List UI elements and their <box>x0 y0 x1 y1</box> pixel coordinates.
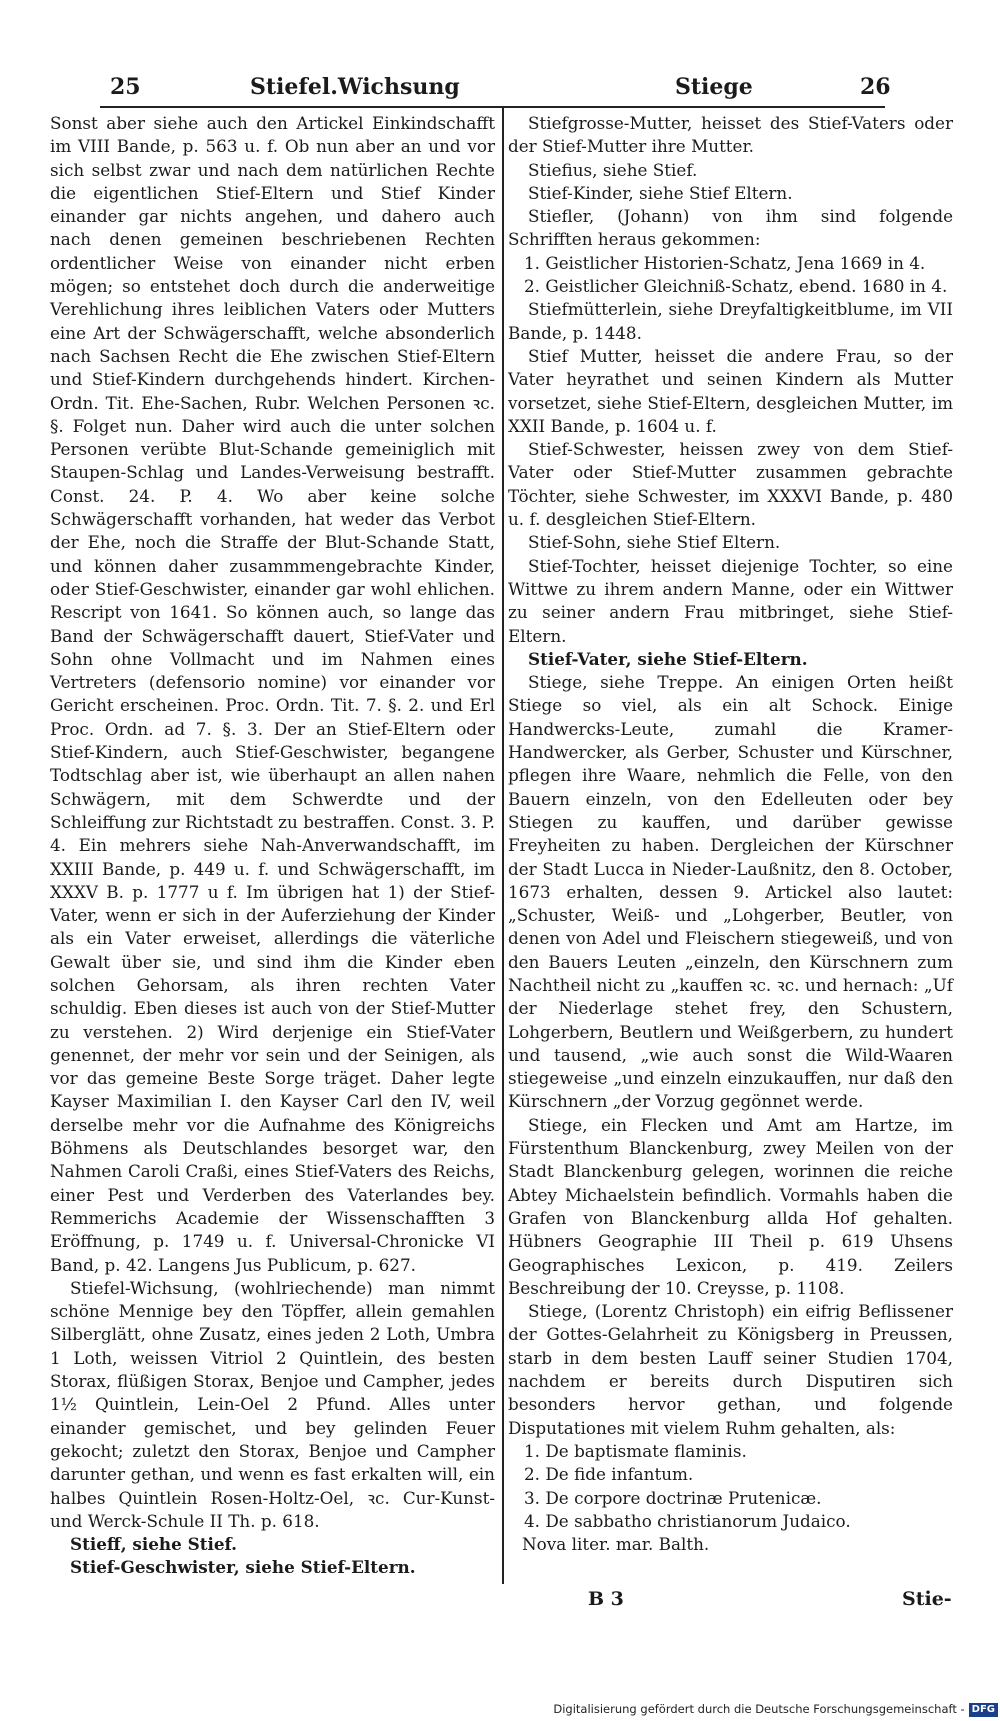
text-paragraph: Stiefmütterlein, siehe Dreyfaltigkeitblume, im VII Bande, p. 1448. <box>508 299 953 343</box>
text-paragraph: Sonst aber siehe auch den Artickel Einkindschafft im VIII Bande, p. 563 u. f. Ob nun aber an und vor sich selbst zwar und nach dem natürlichen Rechte die eigentlichen Stief-Eltern und Stief Kinder einander gar nichts angehen, und dahero auch nach denen gemeinen beschriebenen Rechten ordentlicher Weise von einander nicht erben mögen; so entstehet doch durch die anderweitige Verehlichung ihres leiblichen Vaters oder Mutters eine Art der Schwägerschafft, welche absonderlich nach Sachsen Recht die Ehe zwischen Stief-Eltern und Stief-Kindern durchgehends hindert. Kirchen-Ordn. Tit. Ehe-Sachen, Rubr. Welchen Personen ꝛc. §. Folget nun. Daher wird auch die unter solchen Personen verübte Blut-Schande gemeiniglich mit Staupen-Schlag und Landes-Verweisung bestrafft. Const. 24. P. 4. Wo aber keine solche Schwägerschafft vorhanden, hat weder das Verbot der Ehe, noch die Straffe der Blut-Schande Statt, und können daher zusammmengebrachte Kinder, oder Stief-Geschwister, einander gar wohl ehlichen. Rescript von 1641. So können auch, so lange das Band der Schwägerschafft dauert, Stief-Vater und Sohn ohne Vollmacht und im Nahmen eines Vertreters (defensorio nomine) vor einander vor Gericht erscheinen. Proc. Ordn. Tit. 7. §. 2. und Erl Proc. Ordn. ad 7. §. 3. Der an Stief-Eltern oder Stief-Kindern, auch Stief-Geschwister, begangene Todtschlag aber ist, wie überhaupt an allen nahen Schwägern, mit dem Schwerdte und der Schleiffung zur Richtstadt zu bestraffen. Const. 3. P. 4. Ein mehrers siehe Nah-Anverwandschafft, im XXIII Bande, p. 449 u. f. und Schwägerschafft, im XXXV B. p. 1777 u f. Im übrigen hat 1) der Stief-Vater, wenn er sich in der Auferziehung der Kinder als ein Vater erweiset, allerdings die väterliche Gewalt über sie, und sind ihm die Kinder eben solchen Gehorsam, als ihren rechten Vater schuldig. Eben dieses ist auch von der Stief-Mutter zu verstehen. 2) Wird derjenige ein Stief-Vater genennet, der mehr vor sein und der Seinigen, als vor das gemeine Beste Sorge träget. Daher legte Kayser Maximilian I. den Kayser Carl den IV, weil derselbe mehr vor die Aufnahme des Königreichs Böhmens als Deutschlandes besorget war, den Nahmen Caroli Craßi, eines Stief-Vaters des Reichs, einer Pest und Verderben des Vaterlandes bey. Remmerichs Academie der Wissenschafften 3 Eröffnung, p. 1749 u. f. Universal-Chronicke VI Band, p. 42. Langens Jus Publicum, p. 627. <box>50 113 495 1275</box>
text-paragraph: 1. De baptismate flaminis. <box>524 1440 747 1461</box>
text-paragraph: Stiege, ein Flecken und Amt am Hartze, im Fürstenthum Blanckenburg, zwey Meilen von der Stadt Blanckenburg gelegen, worinnen die reiche Abtey Michaelstein befindlich. Vormahls haben die Grafen von Blanckenburg allda Hof gehalten. Hübners Geographie III Theil p. 619 Uhsens Geographisches Lexicon, p. 419. Zeilers Beschreibung der 10. Creysse, p. 1108. <box>508 1114 953 1298</box>
text-paragraph: Nova liter. mar. Balth. <box>522 1534 710 1555</box>
text-paragraph: Stief-Kinder, siehe Stief Eltern. <box>528 182 793 203</box>
dfg-logo: DFG <box>969 1703 998 1717</box>
text-paragraph: 2. De fide infantum. <box>524 1464 694 1485</box>
header-rule <box>100 106 885 108</box>
text-paragraph: Stief-Vater, siehe Stief-Eltern. <box>528 648 808 669</box>
catchword: Stie- <box>902 1588 952 1610</box>
text-paragraph: Stiefel-Wichsung, (wohlriechende) man nimmt schöne Mennige bey den Töpffer, allein gemahlen Silberglätt, ohne Zusatz, eines jeden 2 Loth, Umbra 1 Loth, weissen Vitriol 2 Quintlein, des besten Storax, flüßigen Storax, Benjoe und Campher, jedes 1½ Quintlein, Lein-Oel 2 Pfund. Alles unter einander gemischet, und bey gelinden Feuer gekocht; zuletzt den Storax, Benjoe und Campher darunter gethan, und wenn es fast erkalten will, ein halbes Quintlein Rosen-Holtz-Oel, ꝛc. Cur-Kunst- und Werck-Schule II Th. p. 618. <box>50 1277 495 1531</box>
running-head-left: Stiefel.Wichsung <box>250 74 460 100</box>
text-paragraph: Stief-Sohn, siehe Stief Eltern. <box>528 532 781 553</box>
right-column <box>508 112 953 1556</box>
text-paragraph: Stief-Schwester, heissen zwey von dem Stief-Vater oder Stief-Mutter zusammen gebrachte Töchter, siehe Schwester, im XXXVI Bande, p. 480 u. f. desgleichen Stief-Eltern. <box>508 439 953 530</box>
text-paragraph: Stiege, siehe Treppe. An einigen Orten heißt Stiege so viel, als ein alt Schock. Einige Handwercks-Leute, zumahl die Kramer-Handwercker, als Gerber, Schuster und Kürschner, pflegen ihre Waare, nehmlich die Felle, von den Bauern einzeln, von den Edelleuten oder bey Stiegen zu kauffen, und darüber gewisse Freyheiten zu haben. Dergleichen der Kürschner der Stadt Lucca in Nieder-Laußnitz, den 8. October, 1673 erhalten, dessen 9. Artickel also lautet: „Schuster, Weiß- und „Lohgerber, Beutler, von denen von Adel und Fleischern stiegeweiß, und von den Bauers Leuten „einzeln, den Kürschnern zum Nachtheil nicht zu „kauffen ꝛc. ꝛc. und hernach: „Uf der Niederlage stehet frey, den Schustern, Lohgerbern, Beutlern und Weißgerbern, zu hundert und tausend, „wie auch sonst die Wild-Waaren stiegeweise „und einzeln einzukauffen, nur daß den Kürschnern „der Vorzug gegönnet werde. <box>508 672 953 1112</box>
page-number-right: 26 <box>860 74 891 100</box>
text-paragraph: Stief-Geschwister, siehe Stief-Eltern. <box>70 1557 416 1578</box>
text-paragraph: 2. Geistlicher Gleichniß-Schatz, ebend. 1680 in 4. <box>524 276 948 297</box>
text-paragraph: Stiefgrosse-Mutter, heisset des Stief-Vaters oder der Stief-Mutter ihre Mutter. <box>508 113 953 157</box>
text-paragraph: Stiege, (Lorentz Christoph) ein eifrig Beflissener der Gottes-Gelahrheit zu Königsberg in Preussen, starb in dem besten Lauff seiner Studien 1704, nachdem er bereits durch Disputiren sich besonders hervor gethan, und folgende Disputationes mit vielem Ruhm gehalten, als: <box>508 1301 953 1438</box>
page-number-left: 25 <box>110 74 141 100</box>
text-paragraph: Stiefius, siehe Stief. <box>528 159 698 180</box>
text-paragraph: Stief Mutter, heisset die andere Frau, so der Vater heyrathet und seinen Kindern als Mutter vorsetzet, siehe Stief-Eltern, desgleichen Mutter, im XXII Bande, p. 1604 u. f. <box>508 345 953 436</box>
text-paragraph: 1. Geistlicher Historien-Schatz, Jena 1669 in 4. <box>524 252 926 273</box>
text-paragraph: 3. De corpore doctrinæ Prutenicæ. <box>524 1487 822 1508</box>
digitization-credit-text: Digitalisierung gefördert durch die Deutsche Forschungsgemeinschaft - <box>553 1702 965 1716</box>
text-paragraph: Stieff, siehe Stief. <box>70 1534 237 1555</box>
running-head-right: Stiege <box>675 74 753 100</box>
text-paragraph: 4. De sabbatho christianorum Judaico. <box>524 1510 851 1531</box>
left-column <box>50 112 495 1580</box>
column-divider <box>502 108 504 1584</box>
text-paragraph: Stiefler, (Johann) von ihm sind folgende Schrifften heraus gekommen: <box>508 206 953 250</box>
text-paragraph: Stief-Tochter, heisset diejenige Tochter, so eine Wittwe zu ihrem andern Manne, oder ein Wittwer zu seiner andern Frau mitbringet, siehe Stief-Eltern. <box>508 555 953 646</box>
digitization-credit <box>506 1699 998 1719</box>
signature-mark: B 3 <box>588 1588 624 1610</box>
